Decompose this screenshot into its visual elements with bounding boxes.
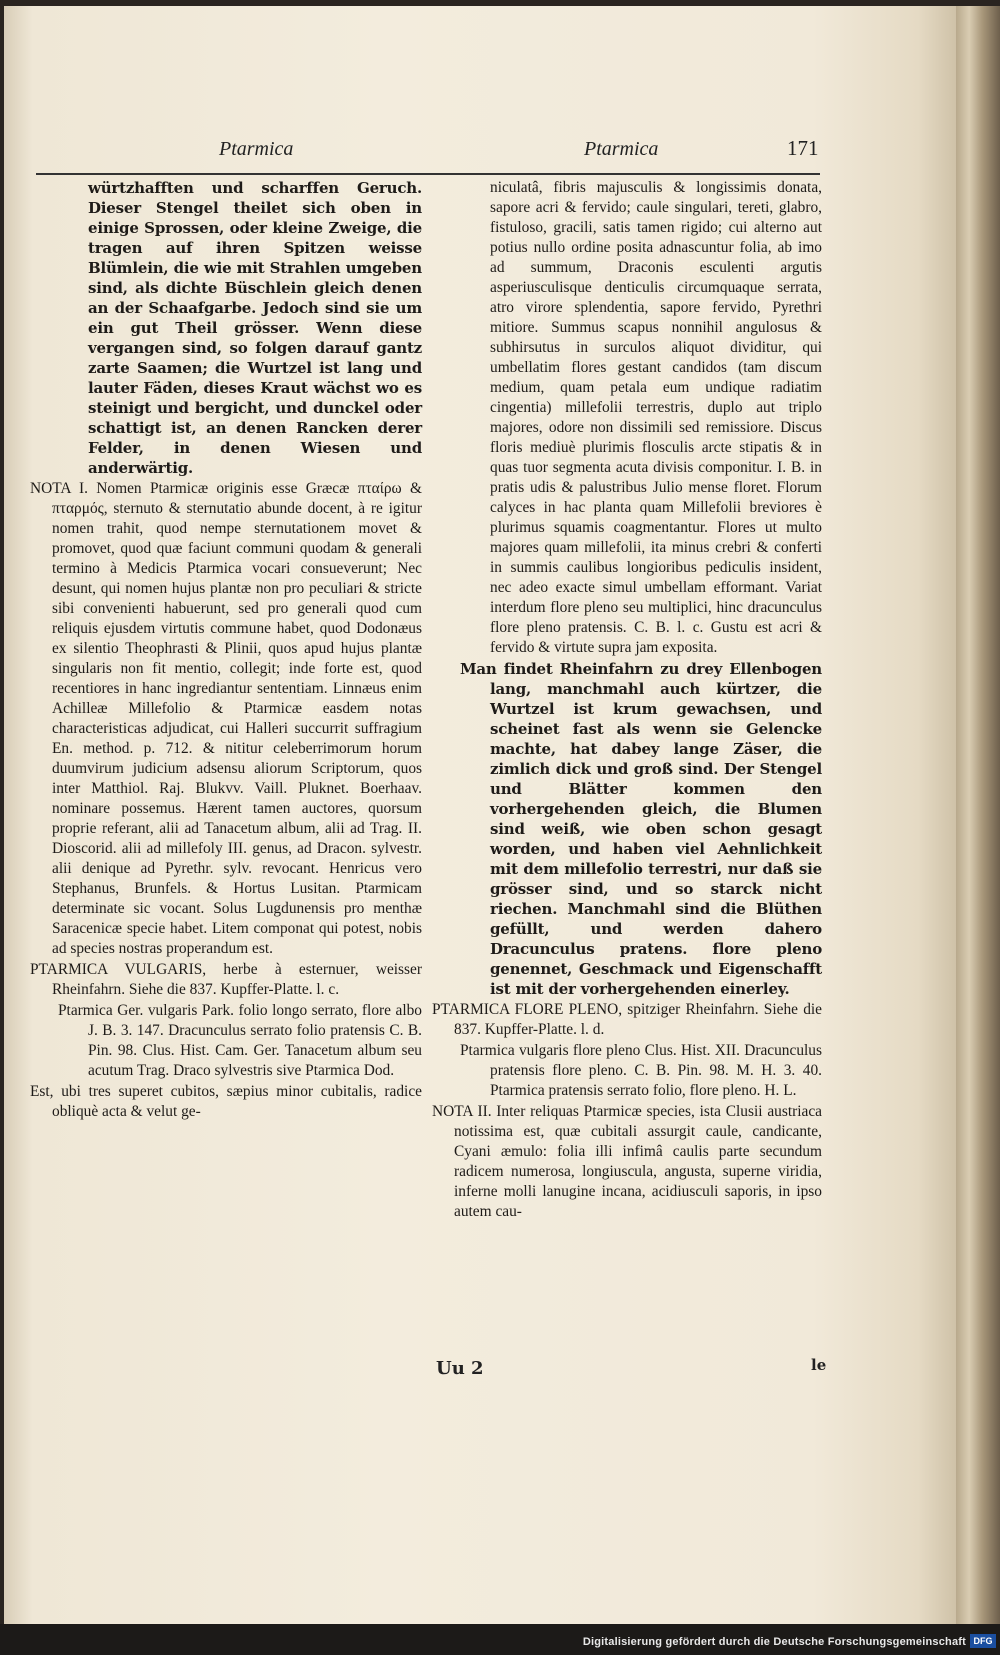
- running-head-right: Ptarmica: [584, 138, 659, 160]
- paragraph: Ptarmica Ger. vulgaris Park. folio longo serrato, flore albo J. B. 3. 147. Dracunculus serrato folio pratensis C. B. Pin. 98. Clus. Hist. Cam. Ger. Tanacetum album seu acutum Trag. Draco sylvestris sive Ptarmica Dod.: [58, 1002, 422, 1079]
- paragraph: PTARMICA VULGARIS, herbe à esternuer, weisser Rheinfahrn. Siehe die 837. Kupffer-Platte. l. c.: [30, 961, 422, 998]
- paragraph: würtzhafften und scharffen Geruch. Dieser Stengel theilet sich oben in einige Sprossen, oder kleine Zweige, die tragen auf ihren Spitzen weisse Blümlein, die wie mit Strahlen umgeben sind, als dichte Büschlein gleich denen an der Schaafgarbe. Jedoch sind sie um ein gut Theil grösser. Wenn diese vergangen sind, so folgen darauf gantz zarte Saamen; die Wurtzel ist lang und lauter Fäden, dieses Kraut wächst wo es steinigt und bergicht, und dunckel oder schattigt ist, an denen Rancken derer Felder, in denen Wiesen und anderwärtig.: [88, 179, 422, 477]
- paragraph: Ptarmica vulgaris flore pleno Clus. Hist. XII. Dracunculus pratensis flore pleno. C. B. Pin. 98. M. H. 3. 40. Ptarmica pratensis serrato folio, flore pleno. H. L.: [460, 1042, 822, 1099]
- left-column: [30, 178, 422, 1123]
- paragraph: PTARMICA FLORE PLENO, spitziger Rheinfahrn. Siehe die 837. Kupffer-Platte. l. d.: [432, 1001, 822, 1038]
- book-edge: [956, 6, 1000, 1624]
- paragraph: niculatâ, fibris majusculis & longissimis donata, sapore acri & fervido; caule singulari, tereti, glabro, fistuloso, gracili, satis tamen rigido; cui alterno aut potius nullo ordine posita adnascuntur folia, ab imo ad summum, Draconis esculenti argutis asperiusculisque denticulis circumquaque serrata, atro virore splendentia, sapore fervido, Pyrethri mitiore. Summus scapus nonnihil angulosus & subhirsutus in surculos aliquot dividitur, qui umbellatim flores gestant candidos (tam discum medium, quam petala eum undique radiatim cingentia) millefolii terrestris, duplo aut triplo majores, odore non dissimili sed remissiore. Discus floris mediuè plurimis flosculis arcte stipatis & in quas tuor segmenta acuta divisis componitur. I. B. in pratis udis & palustribus Julio mense floret. Florum calyces in hac planta quam Millefolii breviores è plurimus squamis coagmentantur. Flores ut multo majores quam millefolii, ita minus crebri & conferti in summis caulibus longioribus pediculis insident, nec adeo exacte simul umbellam efformant. Variat interdum flore pleno seu multiplici, hinc dracunculus flore pleno pratensis. C. B. l. c. Gustu est acri & fervido & virtute supra jam exposita.: [490, 179, 822, 656]
- footer-credit: Digitalisierung gefördert durch die Deutsche Forschungsgemeinschaft: [582, 1636, 966, 1648]
- paper-sheet: [4, 6, 956, 1624]
- paragraph: NOTA I. Nomen Ptarmicæ originis esse Græcæ πταίρω & πταρμός, sternuto & sternutatio abunde docent, à re igitur nomen trahit, quod nempe sternutationem movet & promovet, quod quæ faciunt communi quodam & generali termino à Medicis Ptarmica vocari consueverunt; Nec desunt, qui nomen hujus plantæ non pro peculiari & stricte sibi convenienti habuerunt, sed pro generali quod cum reliquis ejusdem virtutis commune habet, quod Dodonæus ex silentio Theophrasti & Plinii, quos apud hujus plantæ singularis non fit mentio, collegit; inde forte est, quod recentiores in hanc ingrediantur sententiam. Linnæus enim Achilleæ Millefolio & Ptarmicæ easdem notas characteristicas adjudicat, cui Halleri succurrit suffragium En. method. p. 712. & nititur celeberrimorum horum duumvirum judicium adsensu aliorum Scriptorum, quos inter Matthiol. Raj. Blukvv. Vaill. Pluknet. Boerhaav. nominare possemus. Hærent tamen auctores, quorsum proprie referant, alii ad Tanacetum album, alii ad Trag. II. Dioscorid. alii ad millefoly III. genus, ad Dracon. sylvestr. alii denique ad Pyrethr. sylv. revocant. Henricus vero Stephanus, Brunfels. & Hortus Lusitan. Ptarmicam determinate sic vocant. Solus Lugdunensis pro menthæ Saracenicæ specie habet. Litem componat qui potest, nobis ad species nostras properandum est.: [30, 480, 422, 957]
- catchword: le: [811, 1356, 827, 1374]
- paragraph: NOTA II. Inter reliquas Ptarmicæ species, ista Clusii austriaca notissima est, quæ cubitali assurgit caule, candicante, Cyani æmulo: folia illi infimâ caulis parte secundum radicem numerosa, longiuscula, angusta, superne viridia, inferne molli lanugine incana, acidiusculi saporis, in ipso autem cau-: [432, 1103, 822, 1220]
- running-head-left: Ptarmica: [219, 138, 294, 160]
- page-number: 171: [787, 136, 819, 160]
- header-rule: [36, 173, 820, 175]
- signature-mark: Uu 2: [436, 1358, 484, 1379]
- paragraph: Est, ubi tres superet cubitos, sæpius minor cubitalis, radice obliquè acta & velut ge-: [30, 1083, 422, 1120]
- paragraph: Man findet Rheinfahrn zu drey Ellenbogen lang, manchmahl auch kürtzer, die Wurtzel ist krum gewachsen, und scheinet fast als wenn sie Gelencke machte, hat dabey lange Zäser, die zimlich dick und groß sind. Der Stengel und Blätter kommen den vorhergehenden gleich, die Blumen sind weiß, wie oben schon gesagt worden, und haben viel Aehnlichkeit mit dem millefolio terrestri, nur daß sie grösser sind, und so starck nicht riechen. Manchmahl sind die Blüthen gefüllt, und werden dahero Dracunculus pratens. flore pleno genennet, Geschmack und Eigenschafft ist mit der vorhergehenden einerley.: [460, 660, 822, 998]
- dfg-logo: DFG: [970, 1634, 996, 1648]
- right-column: [432, 178, 822, 1223]
